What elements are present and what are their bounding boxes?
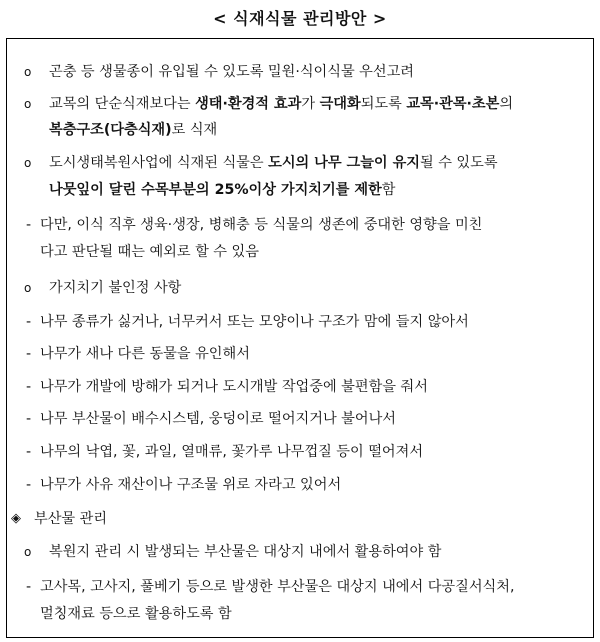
item-text: 나무가 새나 다른 동물을 유인해서: [40, 346, 250, 362]
item-text: 나무의 낙엽, 꽃, 과일, 열매류, 꽃가루 나무껍질 등이 떨어져서: [40, 444, 424, 460]
item-text: 복원지 관리 시 발생되는 부산물은 대상지 내에서 활용하여야 함: [49, 544, 442, 560]
circle-bullet-icon: ο: [24, 97, 32, 111]
circle-bullet-icon: ο: [24, 545, 32, 559]
item-text: 도시생태복원사업에 식재된 식물은 도시의 나무 그늘이 유지될 수 있도록: [49, 155, 498, 171]
dash-bullet: -: [26, 579, 32, 595]
dash-bullet: -: [26, 379, 32, 395]
document-title: < 식재식물 관리방안 >: [213, 9, 387, 28]
item-text: 나무 종류가 싫거나, 너무커서 또는 모양이나 구조가 맘에 들지 않아서: [40, 314, 469, 330]
item-text: 나무가 개발에 방해가 되거나 도시개발 작업중에 불편함을 줘서: [40, 379, 428, 395]
circle-bullet-icon: ο: [24, 65, 32, 79]
item-text: 교목의 단순식재보다는 생태·환경적 효과가 극대화되도록 교목·관목·초본의: [49, 96, 514, 112]
section-heading-text: 부산물 관리: [34, 511, 108, 527]
circle-bullet-icon: ο: [24, 281, 32, 295]
diamond-bullet-icon: ◈: [11, 511, 21, 526]
dash-bullet: -: [26, 217, 32, 233]
item-text: 곤충 등 생물종이 유입될 수 있도록 밀원·식이식물 우선고려: [49, 64, 415, 80]
circle-bullet-icon: ο: [24, 156, 32, 170]
dash-bullet: -: [26, 444, 32, 460]
dash-bullet: -: [26, 411, 32, 427]
dash-bullet: -: [26, 346, 32, 362]
dash-bullet: -: [26, 477, 32, 493]
content-box: ο 곤충 등 생물종이 유입될 수 있도록 밀원·식이식물 우선고려 ο 교목의 단순식재보다는 생태·환경적 효과가 극대화되도록 교목·관목·초본의 복층구조(다층식재)로 식재 ο 도시생태복원사업에 식재된 식물은 도시의 나무 그늘이 유지될 수 있도록 나뭇잎이 달린 수목부분의 25%이상 가지치기를 제한함 - 다만, 이식 직후 생육·생장, 병해충 등 식물의 생존에 중대한 영향을 미친 다고 판단될 때는 예외로 할 수 있음 ο 가지치기 불인정 사항 - 나무 종류가 싫거나, 너무커서 또는 모양이나 구조가 맘에 들지 않아서 - 나무가 새나 다른 동물을 유인해서 - 나무가 개발에 방해가 되거나 도시개발 작업중에 불편함을 줘서 - 나무 부산물이 배수시스템, 웅덩이로 떨어지거나 불어나서 - 나무의 낙엽, 꽃, 과일, 열매류, 꽃가루 나무껍질 등이 떨어져서 - 나무가 사유 재산이나 구조물 위로 자라고 있어서 ◈ 부산물 관리 ο 복원지 관리 시 발생되는 부산물은 대상지 내에서 활용하여야 함 - 고사목, 고사지, 풀베기 등으로 발생한 부산물은 대상지 내에서 다공질서식처, 멀칭재료 등으로 활용하도록 함: [6, 38, 594, 638]
item-text: 가지치기 불인정 사항: [49, 280, 182, 296]
item-text: 고사목, 고사지, 풀베기 등으로 발생한 부산물은 대상지 내에서 다공질서식처,: [40, 579, 515, 595]
item-text: 나무가 사유 재산이나 구조물 위로 자라고 있어서: [40, 477, 342, 493]
item-text: 다만, 이식 직후 생육·생장, 병해충 등 식물의 생존에 중대한 영향을 미친: [40, 217, 483, 233]
dash-bullet: -: [26, 314, 32, 330]
item-text: 나무 부산물이 배수시스템, 웅덩이로 떨어지거나 불어나서: [40, 411, 396, 427]
